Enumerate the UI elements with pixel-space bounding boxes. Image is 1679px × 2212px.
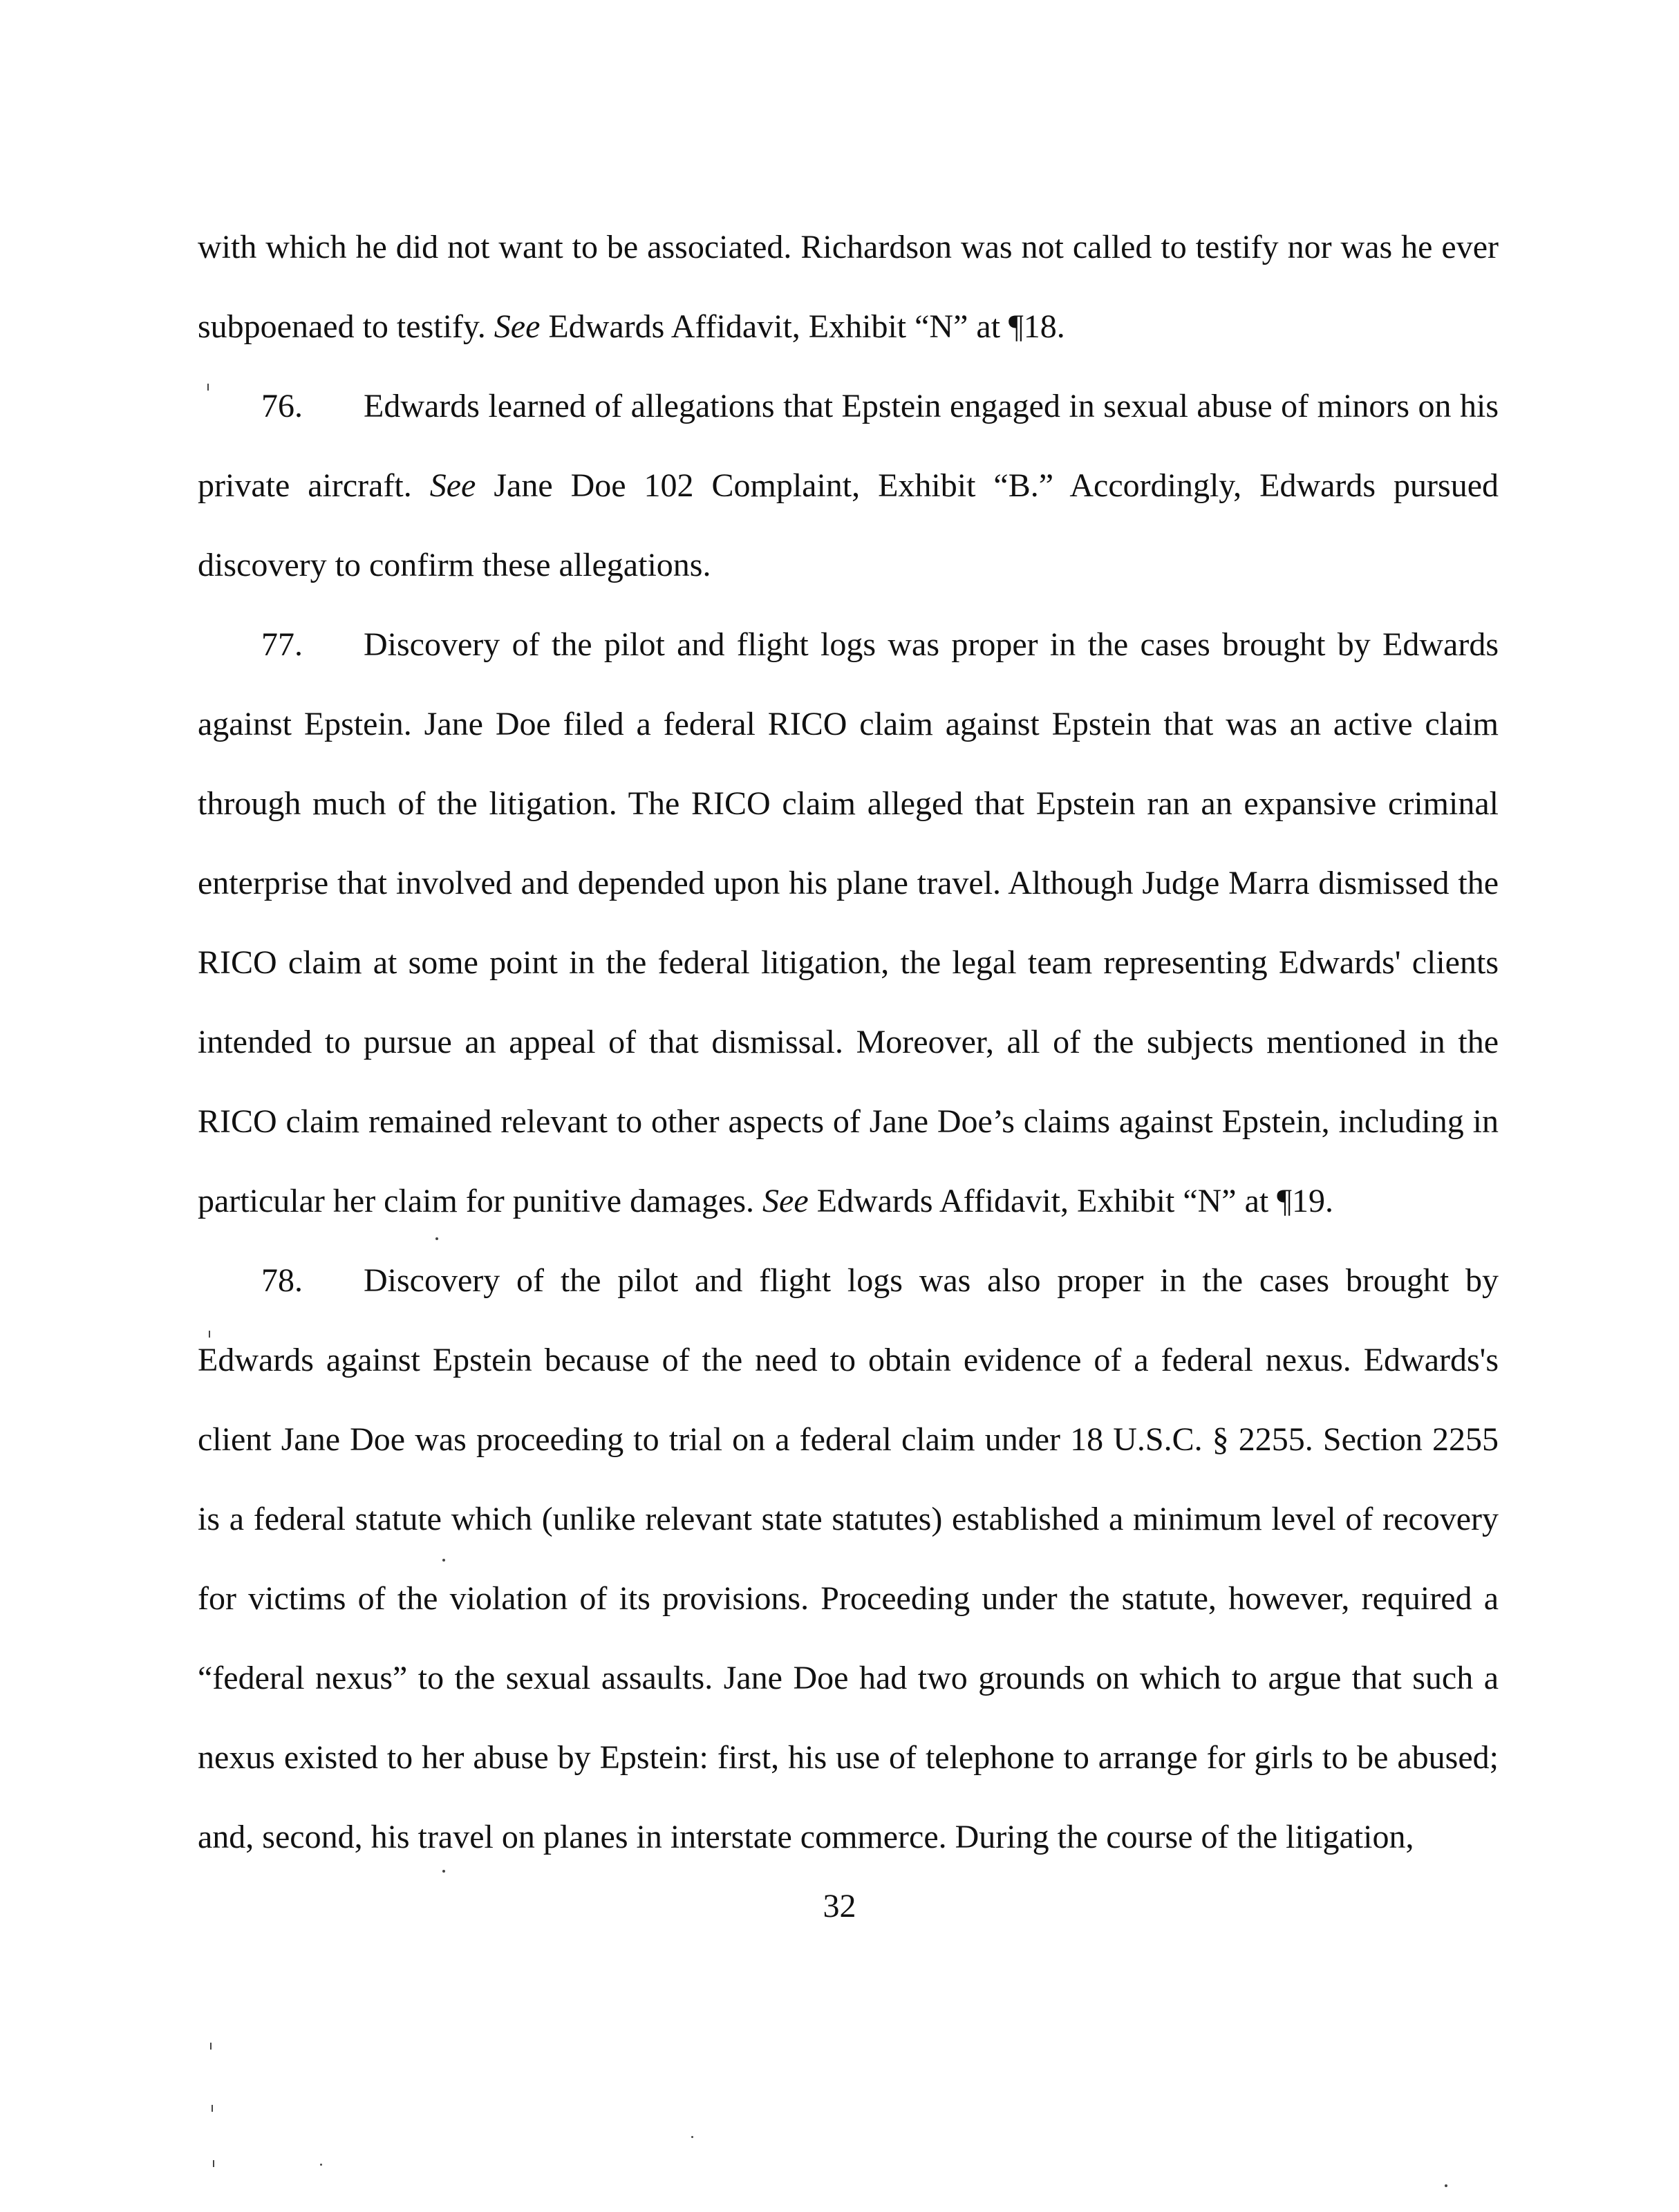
paragraph-text: with which he did not want to be associated. Richardson was not called to testify nor was he ever subpoenaed to testify. <box>198 229 1499 345</box>
paragraph-text-tail: Accordingly, Edwards pursued discovery to confirm these allegations. <box>198 467 1499 583</box>
citation-text: Edwards Affidavit, Exhibit “N” at ¶19. <box>816 1183 1333 1219</box>
citation-text: Jane Doe 102 Complaint, Exhibit “B.” <box>494 467 1054 504</box>
scan-artifact <box>442 1870 445 1873</box>
citation-signal: See <box>429 467 476 504</box>
scan-artifact <box>320 2164 322 2166</box>
scan-artifact <box>209 1331 210 1338</box>
paragraph-77 <box>198 605 1499 1241</box>
paragraph-78 <box>198 1241 1499 1877</box>
paragraph-text: Edwards learned of allegations that Epstein engaged in sexual abuse of minors on his private aircraft. <box>198 388 1499 504</box>
paragraph-76 <box>198 366 1499 605</box>
scan-artifact <box>207 384 209 391</box>
scan-artifact <box>212 2105 213 2112</box>
body-text <box>198 207 1499 1877</box>
paragraph-continuation <box>198 207 1499 366</box>
page-number: 32 <box>823 1888 856 1924</box>
paragraph-number: 76. <box>261 388 303 424</box>
scan-artifact <box>435 1237 438 1240</box>
scan-artifact <box>442 1559 445 1562</box>
citation-text: Edwards Affidavit, Exhibit “N” at ¶18. <box>548 308 1065 345</box>
paragraph-text: Discovery of the pilot and flight logs was also proper in the cases brought by Edwards against Epstein because of the need to obtain evidence of a federal nexus. Edwards's client Jane Doe was proceeding to trial on a federal claim under 18 U.S.C. § 2255. Section 2255 is a federal statute which (unlike relevant state statutes) established a minimum level of recovery for victims of the violation of its provisions. Proceeding under the statute, however, required a “federal nexus” to the sexual assaults. Jane Doe had two grounds on which to argue that such a nexus existed to her abuse by Epstein: first, his use of telephone to arrange for girls to be abused; and, second, his travel on planes in interstate commerce. During the course of the litigation, <box>198 1262 1499 1855</box>
paragraph-number: 78. <box>261 1262 303 1299</box>
citation-signal: See <box>494 308 541 345</box>
paragraph-text: Discovery of the pilot and flight logs was proper in the cases brought by Edwards against Epstein. Jane Doe filed a federal RICO claim against Epstein that was an active claim through much of the litigation. The RICO claim alleged that Epstein ran an expansive criminal enterprise that involved and depended upon his plane travel. Although Judge Marra dismissed the RICO claim at some point in the federal litigation, the legal team representing Edwards' clients intended to pursue an appeal of that dismissal. Moreover, all of the subjects mentioned in the RICO claim remained relevant to other aspects of Jane Doe’s claims against Epstein, including in particular her claim for punitive damages. <box>198 626 1499 1219</box>
paragraph-number: 77. <box>261 626 303 663</box>
scan-artifact <box>691 2136 693 2138</box>
scan-artifact <box>210 2043 212 2050</box>
scan-artifact <box>213 2160 214 2167</box>
scan-artifact <box>1445 2184 1447 2187</box>
citation-signal: See <box>762 1183 809 1219</box>
